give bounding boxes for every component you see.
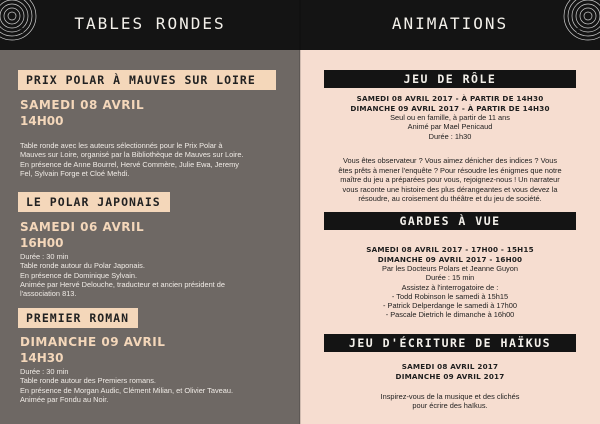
date-line: SAMEDI 08 AVRIL 2017 <box>401 362 499 371</box>
text-line: êtes prêts à mener l'enquête ? Pour résoudre les énigmes que notre <box>338 165 562 175</box>
text-line: Durée : 30 min <box>20 252 69 261</box>
left-page-title: TABLES RONDES <box>74 14 226 33</box>
decorative-pattern-icon <box>552 0 600 50</box>
date-line: SAMEDI 08 AVRIL 2017 - 17H00 - 15H15 <box>366 245 534 254</box>
jeu-de-role-block <box>320 94 580 141</box>
haikus-info <box>320 392 580 411</box>
info-line: pour écrire des haïkus. <box>412 401 488 411</box>
text-line: Table ronde autour des Premiers romans. <box>20 376 156 386</box>
event-date: SAMEDI 08 AVRIL <box>20 98 145 112</box>
section-title-gardes-a-vue: GARDES À VUE <box>324 212 576 230</box>
text-line: vous raconte une histoire des plus dérangeantes et vous devez la <box>342 184 558 194</box>
info-line: Animé par Mael Penicaud <box>407 122 493 132</box>
section-label-prix-polar: PRIX POLAR À MAUVES SUR LOIRE <box>18 70 276 90</box>
text-line: Animée par Hervé Delouche, traducteur et ancien président de <box>20 279 226 289</box>
event-date: SAMEDI 06 AVRIL <box>20 220 145 234</box>
info-line: Par les Docteurs Polars et Jeanne Guyon <box>382 264 518 273</box>
text-line: Table ronde avec les auteurs sélectionnés pour le Prix Polar à <box>20 141 223 150</box>
info-line: Assistez à l'interrogatoire de : <box>401 282 499 292</box>
section-title-haikus: JEU D'ÉCRITURE DE HAÏKUS <box>324 334 576 352</box>
info-line: Inspirez-vous de la musique et des clichés <box>380 392 520 401</box>
text-line: En présence de Dominique Sylvain. <box>20 270 138 280</box>
jeu-de-role-description <box>320 156 580 204</box>
event-time: 16H00 <box>20 236 64 250</box>
info-line: - Pascale Dietrich le dimanche à 16h00 <box>385 310 515 320</box>
right-page-title: ANIMATIONS <box>391 14 509 33</box>
text-line: En présence de Morgan Audic, Clément Milian, et Olivier Taveau. <box>20 385 234 395</box>
info-line: Durée : 1h30 <box>428 131 472 141</box>
decorative-pattern-icon <box>0 0 48 50</box>
text-line: Table ronde autour du Polar Japonais. <box>20 261 145 271</box>
text-line: Vous êtes observateur ? Vous aimez dénicher des indices ? Vous <box>342 156 558 165</box>
section-label-polar-japonais: LE POLAR JAPONAIS <box>18 192 170 212</box>
date-line: DIMANCHE 09 AVRIL 2017 - 16H00 <box>377 254 523 264</box>
event-time: 14H30 <box>20 351 64 365</box>
date-line: DIMANCHE 09 AVRIL 2017 - À PARTIR DE 14H30 <box>350 103 550 113</box>
text-line: Mauves sur Loire, organisé par la Bibliothèque de Mauves sur Loire. <box>20 150 244 160</box>
text-line: Animée par Fondu au Noir. <box>20 394 109 404</box>
gardes-a-vue-block <box>320 245 580 320</box>
section-label-premier-roman: PREMIER ROMAN <box>18 308 138 328</box>
info-line: Seul ou en famille, à partir de 11 ans <box>390 113 510 122</box>
event-time: 14H00 <box>20 114 64 128</box>
book-fold <box>299 0 301 424</box>
text-line: résoudre, au croisement du théâtre et du jeu de société. <box>358 194 542 203</box>
date-line: SAMEDI 08 AVRIL 2017 - À PARTIR DE 14H30 <box>356 94 544 103</box>
text-line: Fel, Sylvain Forge et Cloé Mehdi. <box>20 168 130 178</box>
info-line: Durée : 15 min <box>425 273 475 283</box>
event-description <box>20 367 280 404</box>
left-page-number: 8 <box>20 28 24 35</box>
info-line: - Todd Robinson le samedi à 15h15 <box>391 291 509 301</box>
event-description <box>20 252 280 298</box>
right-page-number: 9 <box>576 28 580 35</box>
text-line: Durée : 30 min <box>20 367 69 376</box>
haikus-dates <box>320 362 580 381</box>
right-page <box>300 0 600 424</box>
text-line: maître du jeu a préparées pour vous, rejoignez-nous ! Un narrateur <box>340 175 560 184</box>
date-line: DIMANCHE 09 AVRIL 2017 <box>395 371 505 381</box>
text-line: En présence de Anne Bourrel, Hervé Commère, Julie Ewa, Jeremy <box>20 159 239 169</box>
text-line: l'association 813. <box>20 289 77 299</box>
event-description <box>20 141 280 178</box>
info-line: - Patrick Delperdange le samedi à 17h00 <box>383 301 517 311</box>
event-date: DIMANCHE 09 AVRIL <box>20 335 166 349</box>
section-title-jeu-de-role: JEU DE RÔLE <box>324 70 576 88</box>
